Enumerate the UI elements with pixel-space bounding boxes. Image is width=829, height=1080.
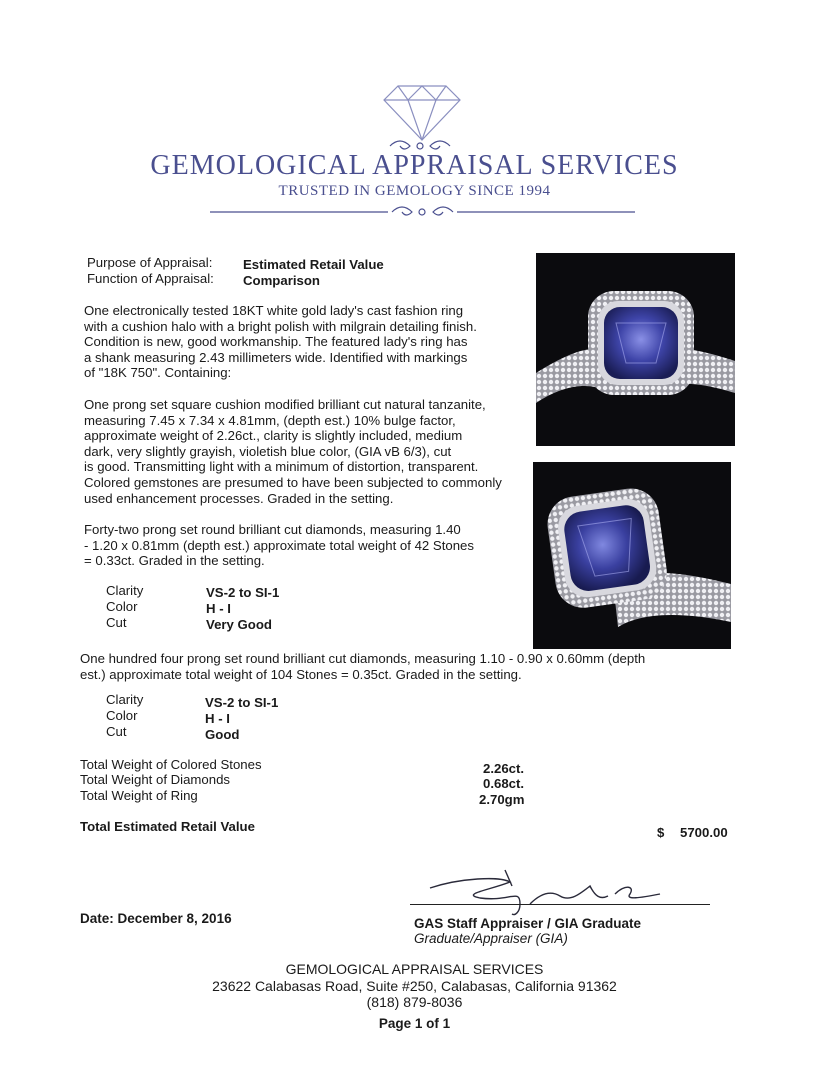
footer-company: GEMOLOGICAL APPRAISAL SERVICES bbox=[285, 961, 544, 977]
grade-color-label: Color bbox=[106, 708, 138, 723]
text-line: measuring 7.45 x 7.34 x 4.81mm, (depth est.) 10% bulge factor, bbox=[84, 412, 456, 428]
grade-clarity-value: VS-2 to SI-1 bbox=[206, 585, 280, 600]
company-name: GEMOLOGICAL APPRAISAL SERVICES bbox=[150, 150, 679, 181]
ring-photo-angle bbox=[533, 462, 731, 649]
text-line: dark, very slightly grayish, violetish blue color, (GIA vB 6/3), cut bbox=[84, 443, 452, 459]
grade-cut-value: Very Good bbox=[206, 617, 272, 632]
grade-clarity-label: Clarity bbox=[106, 692, 144, 707]
currency-symbol: $ bbox=[657, 825, 665, 840]
signature-line bbox=[410, 904, 710, 905]
tanzanite-description bbox=[84, 397, 524, 506]
grade-cut-label: Cut bbox=[106, 615, 127, 630]
text-line: One electronically tested 18KT white gold lady's cast fashion ring bbox=[84, 303, 464, 318]
text-line: - 1.20 x 0.81mm (depth est.) approximate total weight of 42 Stones bbox=[84, 537, 474, 553]
text-line: est.) approximate total weight of 104 Stones = 0.35ct. Graded in the setting. bbox=[80, 666, 522, 682]
appraisal-date: Date: December 8, 2016 bbox=[80, 911, 232, 926]
appraiser-name: GAS Staff Appraiser / GIA Graduate bbox=[414, 916, 642, 931]
text-line: Forty-two prong set round brilliant cut diamonds, measuring 1.40 bbox=[84, 522, 461, 537]
total-colored-label: Total Weight of Colored Stones bbox=[80, 757, 262, 772]
text-line: = 0.33ct. Graded in the setting. bbox=[84, 553, 265, 569]
diamonds-42-description bbox=[84, 522, 524, 569]
function-value: Comparison bbox=[243, 273, 320, 288]
text-line: Colored gemstones are presumed to have been subjected to commonly bbox=[84, 474, 502, 490]
function-label: Function of Appraisal: bbox=[87, 271, 214, 286]
text-line: used enhancement processes. Graded in the setting. bbox=[84, 490, 394, 506]
grade-clarity-label: Clarity bbox=[106, 583, 144, 598]
diamonds-104-description bbox=[80, 651, 680, 682]
text-line: is good. Transmitting light with a minimum of distortion, transparent. bbox=[84, 459, 479, 475]
text-line: One hundred four prong set round brilliant cut diamonds, measuring 1.10 - 0.90 x 0.60mm (depth bbox=[80, 651, 646, 666]
grade-color-value: H - I bbox=[205, 711, 230, 726]
grade-cut-value: Good bbox=[205, 727, 240, 742]
grade-cut-label: Cut bbox=[106, 724, 127, 739]
total-diamonds-value: 0.68ct. bbox=[483, 776, 525, 791]
total-retail-value: 5700.00 bbox=[680, 825, 728, 840]
purpose-label: Purpose of Appraisal: bbox=[87, 255, 213, 270]
grade-color-value: H - I bbox=[206, 601, 231, 616]
text-line: of "18K 750". Containing: bbox=[84, 365, 232, 381]
text-line: approximate weight of 2.26ct., clarity is slightly included, medium bbox=[84, 428, 463, 444]
total-colored-value: 2.26ct. bbox=[483, 761, 525, 776]
purpose-value: Estimated Retail Value bbox=[243, 257, 384, 272]
text-line: One prong set square cushion modified brilliant cut natural tanzanite, bbox=[84, 397, 486, 412]
grade-color-label: Color bbox=[106, 599, 138, 614]
footer-phone: (818) 879-8036 bbox=[366, 994, 463, 1010]
total-ring-value: 2.70gm bbox=[479, 792, 525, 807]
tagline: TRUSTED IN GEMOLOGY SINCE 1994 bbox=[278, 183, 551, 199]
ring-description bbox=[84, 303, 524, 381]
page-number: Page 1 of 1 bbox=[378, 1016, 451, 1031]
total-retail-label: Total Estimated Retail Value bbox=[80, 819, 255, 834]
text-line: with a cushion halo with a bright polish with milgrain detailing finish. bbox=[84, 318, 477, 334]
grade-clarity-value: VS-2 to SI-1 bbox=[205, 695, 279, 710]
total-diamonds-label: Total Weight of Diamonds bbox=[80, 772, 231, 787]
signature bbox=[420, 868, 670, 918]
text-line: a shank measuring 2.43 millimeters wide. Identified with markings bbox=[84, 349, 468, 365]
appraiser-title: Graduate/Appraiser (GIA) bbox=[414, 931, 568, 946]
footer-address: 23622 Calabasas Road, Suite #250, Calabasas, California 91362 bbox=[212, 978, 617, 994]
divider-ornament-icon bbox=[210, 198, 635, 226]
ring-photo-top bbox=[536, 253, 735, 446]
total-ring-label: Total Weight of Ring bbox=[80, 788, 198, 803]
text-line: Condition is new, good workmanship. The featured lady's ring has bbox=[84, 334, 468, 350]
